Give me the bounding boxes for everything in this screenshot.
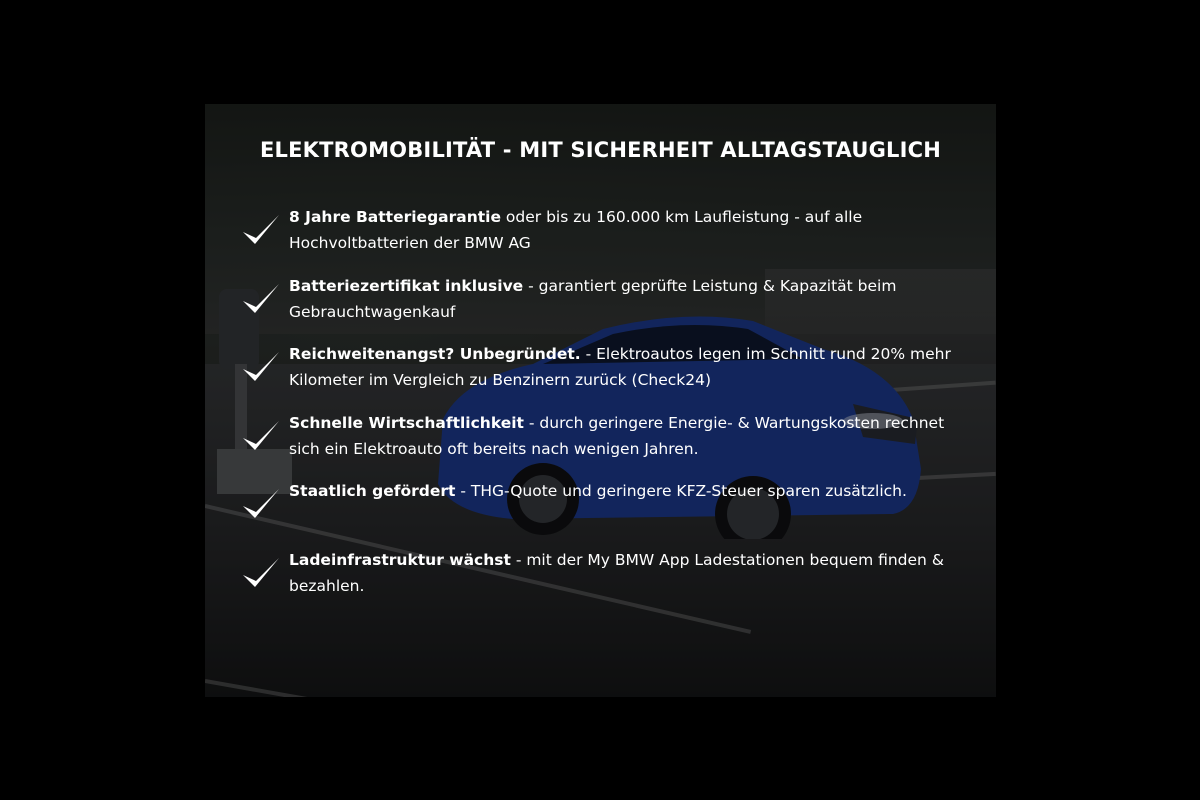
- list-item: [241, 480, 971, 549]
- list-item-description: - garantiert geprüfte Leistung & Kapazität beim Gebrauchtwagenkauf: [289, 276, 897, 321]
- list-item-description: oder bis zu 160.000 km Laufleistung - auf alle Hochvoltbatterien der BMW AG: [289, 208, 863, 252]
- list-item-highlight: Ladeinfrastruktur wächst: [289, 550, 511, 569]
- benefit-list: [241, 206, 971, 617]
- list-item-text: [289, 410, 979, 462]
- list-item: [241, 412, 971, 481]
- list-item-highlight: 8 Jahre Batteriegarantie: [289, 208, 501, 226]
- list-item: [241, 343, 971, 412]
- list-item-text: [289, 204, 979, 256]
- list-item: [241, 549, 971, 618]
- list-item: [241, 275, 971, 344]
- checkmark-icon: [241, 486, 281, 524]
- list-item: [241, 206, 971, 275]
- list-item-text: [289, 273, 979, 325]
- list-item-description: - THG-Quote und geringere KFZ-Steuer sparen zusätzlich.: [455, 482, 907, 500]
- checkmark-icon: [241, 281, 281, 319]
- list-item-text: [289, 478, 979, 504]
- page-title: ELEKTROMOBILITÄT - MIT SICHERHEIT ALLTAGSTAUGLICH: [259, 138, 941, 162]
- list-item-description: - Elektroautos legen im Schnitt rund 20% mehr Kilometer im Vergleich zu Benzinern zurück (Check24): [289, 345, 951, 389]
- checkmark-icon: [241, 418, 281, 456]
- list-item-text: [289, 547, 979, 599]
- checkmark-icon: [241, 212, 281, 250]
- list-item-text: [289, 341, 979, 393]
- promo-card: [205, 104, 996, 697]
- list-item-description: - mit der My BMW App Ladestationen bequem finden & bezahlen.: [289, 550, 944, 595]
- list-item-description: - durch geringere Energie- & Wartungskosten rechnet sich ein Elektroauto oft bereits nach wenigen Jahren.: [289, 413, 945, 458]
- checkmark-icon: [241, 349, 281, 387]
- list-item-highlight: Batteriezertifikat inklusive: [289, 276, 524, 295]
- list-item-highlight: Staatlich gefördert: [289, 482, 456, 500]
- checkmark-icon: [241, 555, 281, 593]
- list-item-highlight: Schnelle Wirtschaftlichkeit: [289, 413, 524, 432]
- list-item-highlight: Reichweitenangst? Unbegründet.: [289, 345, 581, 363]
